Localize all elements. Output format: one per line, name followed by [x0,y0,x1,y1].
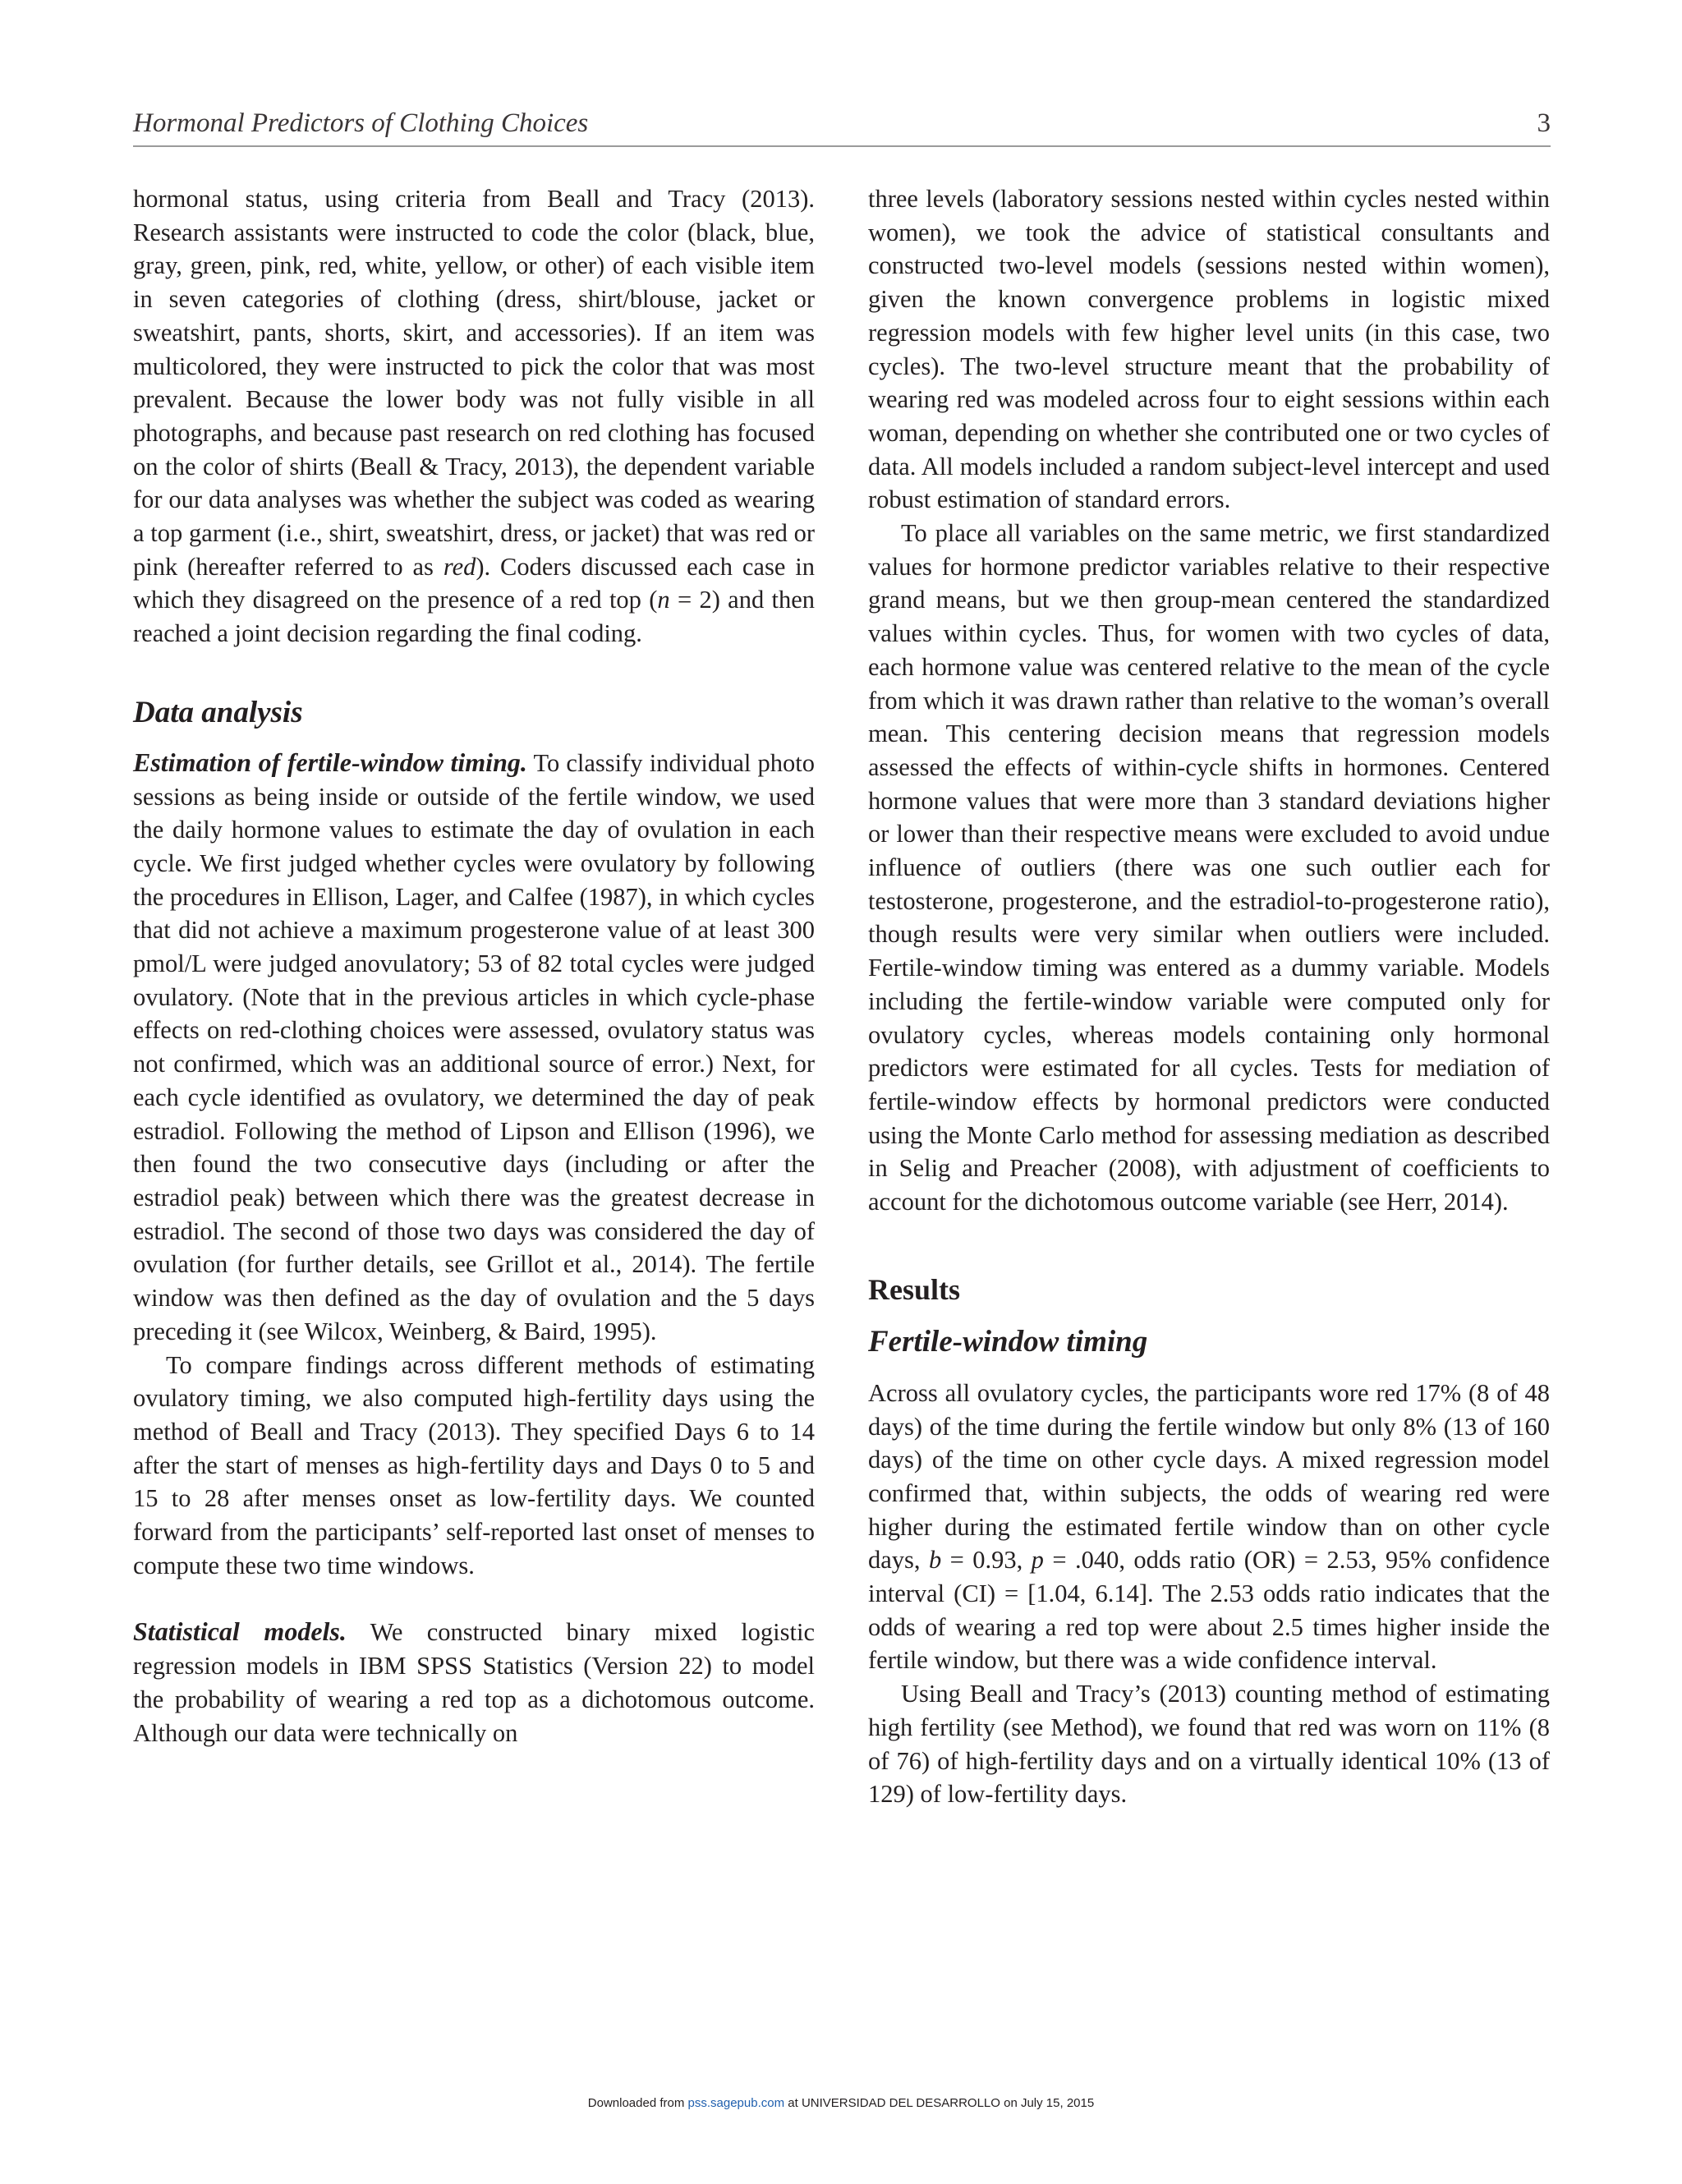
subsection-heading-fertile-window-timing: Fertile-window timing [868,1324,1148,1359]
runin-heading-statistical-models: Statistical models. [133,1616,347,1647]
right-column [868,182,1550,1811]
running-header [133,108,1551,147]
paragraph-two-level-models: three levels (laboratory sessions nested within cycles nested within women), we took the advice of statistical consultants and constructed two-level models (sessions nested within women), given the known convergence problems in logistic mixed regression models with few higher level units (in this case, two cycles). The two-level structure meant that the probability of wearing red was modeled across four to eight sessions within each woman, depending on whether she contributed one or two cycles of data. All models included a random subject-level intercept and used robust estimation of standard errors. [868,185,1550,514]
paragraph-results-fertile-window: Across all ovulatory cycles, the participants wore red 17% (8 of 48 days) of the time during the fertile window but only 8% (13 of 160 days) of the time on other cycle days. A mixed regression model confirmed that, within subjects, the odds of wearing red were higher during the estimated fertile window than on other cycle days, b = 0.93, p = .040, odds ratio (OR) = 2.53, 95% confidence interval (CI) = [1.04, 6.14]. The 2.53 odds ratio indicates that the odds of wearing a red top were about 2.5 times higher inside the fertile window, but there was a wide confidence interval. [868,1378,1550,1675]
journal-link[interactable]: pss.sagepub.com [687,2096,785,2110]
download-footer: Downloaded from pss.sagepub.com at UNIVERSIDAD DEL DESARROLLO on July 15, 2015 [587,2096,1095,2110]
paragraph-standardization: To place all variables on the same metric, we first standardized values for hormone predictor variables relative to their respective grand means, but we then group-mean centered the standardized values within cycles. Thus, for women with two cycles of data, each hormone value was centered relative to the mean of the cycle from which it was drawn rather than relative to the woman’s overall mean. This centering decision means that regression models assessed the effects of within-cycle shifts in hormones. Centered hormone values that were more than 3 standard deviations higher or lower than their respective means were excluded to avoid undue influence of outliers (there was one such outlier each for testosterone, progesterone, and the estradiol-to-progesterone ratio), though results were very similar when outliers were included. Fertile-window timing was entered as a dummy variable. Models including the fertile-window variable were computed only for ovulatory cycles, whereas models containing only hormonal predictors were estimated for all cycles. Tests for mediation of fertile-window effects by hormonal predictors were conducted using the Monte Carlo method for assessing mediation as described in Selig and Preacher (2008), with adjustment of coefficients to account for the dichotomous outcome variable (see Herr, 2014). [868,519,1550,1216]
page-number: 3 [1537,108,1551,138]
paragraph-statistical-models: Statistical models. We constructed binary mixed logistic regression models in IBM SPSS Statistics (Version 22) to model the probability of wearing a red top as a dichotomous outcome. Although our data were technically on [133,1616,816,1747]
paragraph-compare-methods: To compare findings across different methods of estimating ovulatory timing, we also computed high-fertility days using the method of Beall and Tracy (2013). They specified Days 6 to 14 after the start of menses as high-fertility days and Days 0 to 5 and 15 to 28 after menses onset as low-fertility days. We counted forward from the participants’ self-reported last onset of menses to compute these two time windows. [133,1350,815,1579]
paragraph-results-counting-method: Using Beall and Tracy’s (2013) counting method of estimating high fertility (see Method), we found that red was worn on 11% (8 of 76) of high-fertility days and on a virtually identical 10% (13 of 129) of low-fertility days. [868,1680,1550,1809]
section-heading-data-analysis: Data analysis [133,695,303,729]
paragraph-fertile-window-estimation: Estimation of fertile-window timing. To classify individual photo sessions as being inside or outside of the fertile window, we used the daily hormone values to estimate the day of ovulation in each cycle. We first judged whether cycles were ovulatory by following the procedures in Ellison, Lager, and Calfee (1987), in which cycles that did not achieve a maximum progesterone value of at least 300 pmol/L were judged anovulatory; 53 of 82 total cycles were judged ovulatory. (Note that in the previous articles in which cycle-phase effects on red-clothing choices were assessed, ovulatory status was not confirmed, which was an additional source of error.) Next, for each cycle identified as ovulatory, we determined the day of peak estradiol. Following the method of Lipson and Ellison (1996), we then found the two consecutive days (including or after the estradiol peak) between which there was the greatest decrease in estradiol. The second of those two days was considered the day of ovulation (for further details, see Grillot et al., 2014). The fertile window was then defined as the day of ovulation and the 5 days preceding it (see Wilcox, Weinberg, & Baird, 1995). [133,747,816,1345]
section-heading-results: Results [868,1272,961,1306]
left-column [133,182,815,1749]
running-title: Hormonal Predictors of Clothing Choices [133,108,589,138]
paragraph-coding: hormonal status, using criteria from Beall and Tracy (2013). Research assistants were instructed to code the color (black, blue, gray, green, pink, red, white, yellow, or other) of each visible item in seven categories of clothing (dress, shirt/blouse, jacket or sweatshirt, pants, shorts, skirt, and accessories). If an item was multicolored, they were instructed to pick the color that was most prevalent. Because the lower body was not fully visible in all photographs, and because past research on red clothing has focused on the color of shirts (Beall & Tracy, 2013), the dependent variable for our data analyses was whether the subject was coded as wearing a top garment (i.e., shirt, sweatshirt, dress, or jacket) that was red or pink (hereafter referred to as red). Coders discussed each case in which they disagreed on the presence of a red top (n = 2) and then reached a joint decision regarding the final coding. [133,185,816,648]
runin-heading-fertile-window: Estimation of fertile-window timing. [133,747,527,777]
